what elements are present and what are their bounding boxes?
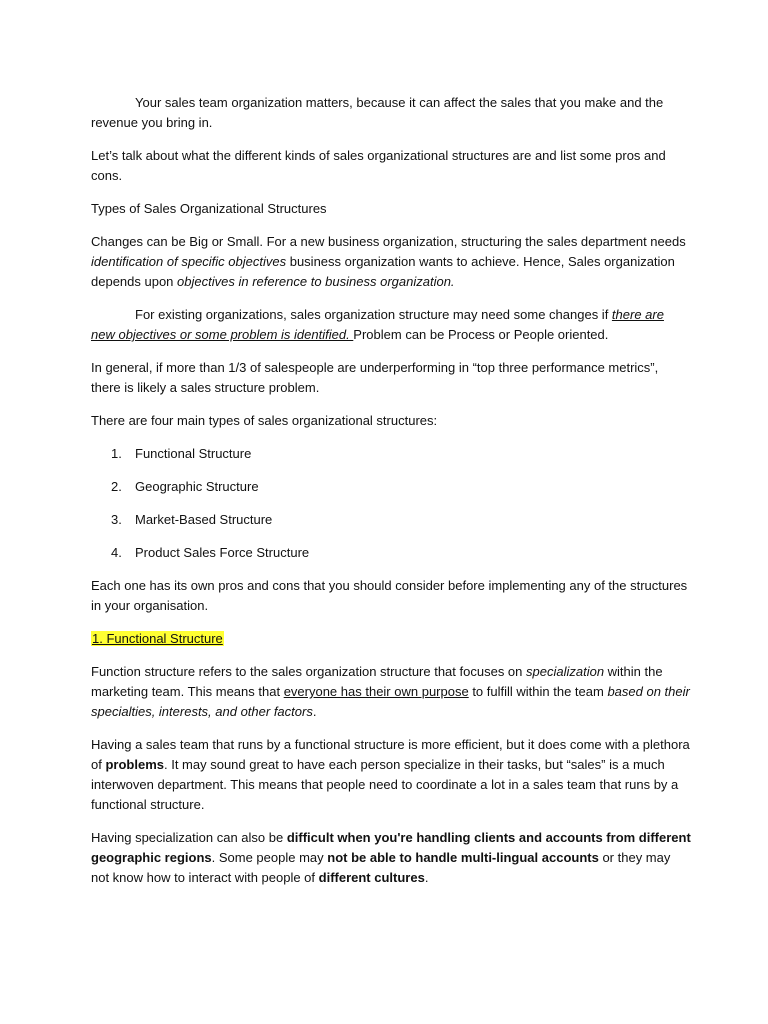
specialization-text-bold-cultures: different cultures	[318, 870, 425, 885]
list-item-number: 4.	[111, 545, 122, 560]
efficiency-text-a: Having a sales team that runs by a functional structure is more efficient, but it does come with a plethora of	[91, 737, 690, 772]
existing-text-a: For existing organizations, sales organization structure may need some changes if	[135, 307, 612, 322]
function-text-underlined-purpose: everyone has their own purpose	[283, 684, 469, 699]
paragraph-specialization	[91, 828, 691, 888]
function-text-italic-specialization: specialization	[526, 664, 605, 679]
paragraph-intro-text: Your sales team organization matters, because it can affect the sales that you make and the revenue you bring in.	[91, 95, 664, 130]
function-text-e: to fulfill within the team	[468, 684, 608, 699]
structure-types-list	[91, 444, 691, 563]
paragraph-pros-cons	[91, 576, 691, 616]
changes-text-depends-upon: depends upon	[91, 274, 174, 289]
specialization-text-bold-difficult: difficult when you're handling clients and accounts from different geographic regions	[91, 830, 691, 865]
in-general-text: In general, if more than 1/3 of salespeople are underperforming in “top three performance metrics”, there is likely a sales structure problem.	[91, 360, 659, 395]
document-page	[91, 93, 691, 901]
list-item-text: Product Sales Force Structure	[135, 545, 310, 560]
changes-text-a: Changes can be Big or Small. For a new business organization, structuring the sales department needs	[91, 234, 686, 249]
list-item-number: 2.	[111, 479, 122, 494]
paragraph-lets-talk	[91, 146, 691, 186]
four-types-text: There are four main types of sales organizational structures:	[91, 413, 438, 428]
list-item-text: Market-Based Structure	[135, 512, 273, 527]
specialization-text-period: .	[424, 870, 429, 885]
function-text-a: Function structure refers to the sales organization structure that focuses on	[91, 664, 526, 679]
specialization-text-a: Having specialization can also be	[91, 830, 287, 845]
highlighted-heading-text: 1. Functional Structure	[92, 631, 223, 646]
list-item	[91, 510, 691, 530]
existing-text-c: Problem can be Process or People oriented.	[353, 327, 609, 342]
list-item	[91, 543, 691, 563]
heading-functional-structure	[91, 629, 691, 649]
paragraph-in-general	[91, 358, 691, 398]
list-item	[91, 477, 691, 497]
changes-text-c: business organization wants to achieve. Hence, Sales organization	[286, 254, 675, 269]
changes-text-italic-reference: objectives in reference to business organization.	[177, 274, 455, 289]
efficiency-text-c: . It may sound great to have each person specialize in their tasks, but “sales” is a much interwoven department. This means that people need to coordinate a lot in a sales team that runs by a functional structure.	[91, 757, 679, 812]
paragraph-function-structure	[91, 662, 691, 722]
specialization-text-bold-multilingual: not be able to handle multi-lingual accounts	[327, 850, 599, 865]
efficiency-text-bold-problems: problems	[105, 757, 164, 772]
heading-types-text: Types of Sales Organizational Structures	[91, 201, 327, 216]
specialization-text-c: . Some people may	[211, 850, 328, 865]
pros-cons-text: Each one has its own pros and cons that you should consider before implementing any of the structures in your organisation.	[91, 578, 688, 613]
list-item-number: 3.	[111, 512, 122, 527]
heading-types	[91, 199, 691, 219]
paragraph-intro	[91, 93, 691, 133]
paragraph-lets-talk-text: Let’s talk about what the different kinds of sales organizational structures are and list some pros and cons.	[91, 148, 666, 183]
list-item-text: Geographic Structure	[135, 479, 259, 494]
paragraph-existing	[91, 305, 691, 345]
paragraph-efficiency	[91, 735, 691, 815]
paragraph-four-types	[91, 411, 691, 431]
list-item-number: 1.	[111, 446, 122, 461]
function-text-c: within the marketing team. This means that	[91, 664, 663, 699]
paragraph-changes	[91, 232, 691, 292]
function-text-italic-specialties: based on their specialties, interests, and other factors	[91, 684, 690, 719]
list-item	[91, 444, 691, 464]
specialization-text-e: or they may not know how to interact with people of	[91, 850, 671, 885]
changes-text-italic-objectives: identification of specific objectives	[91, 254, 287, 269]
function-text-period: .	[312, 704, 317, 719]
list-item-text: Functional Structure	[135, 446, 252, 461]
existing-text-underlined-italic: there are new objectives or some problem is identified.	[91, 307, 664, 342]
